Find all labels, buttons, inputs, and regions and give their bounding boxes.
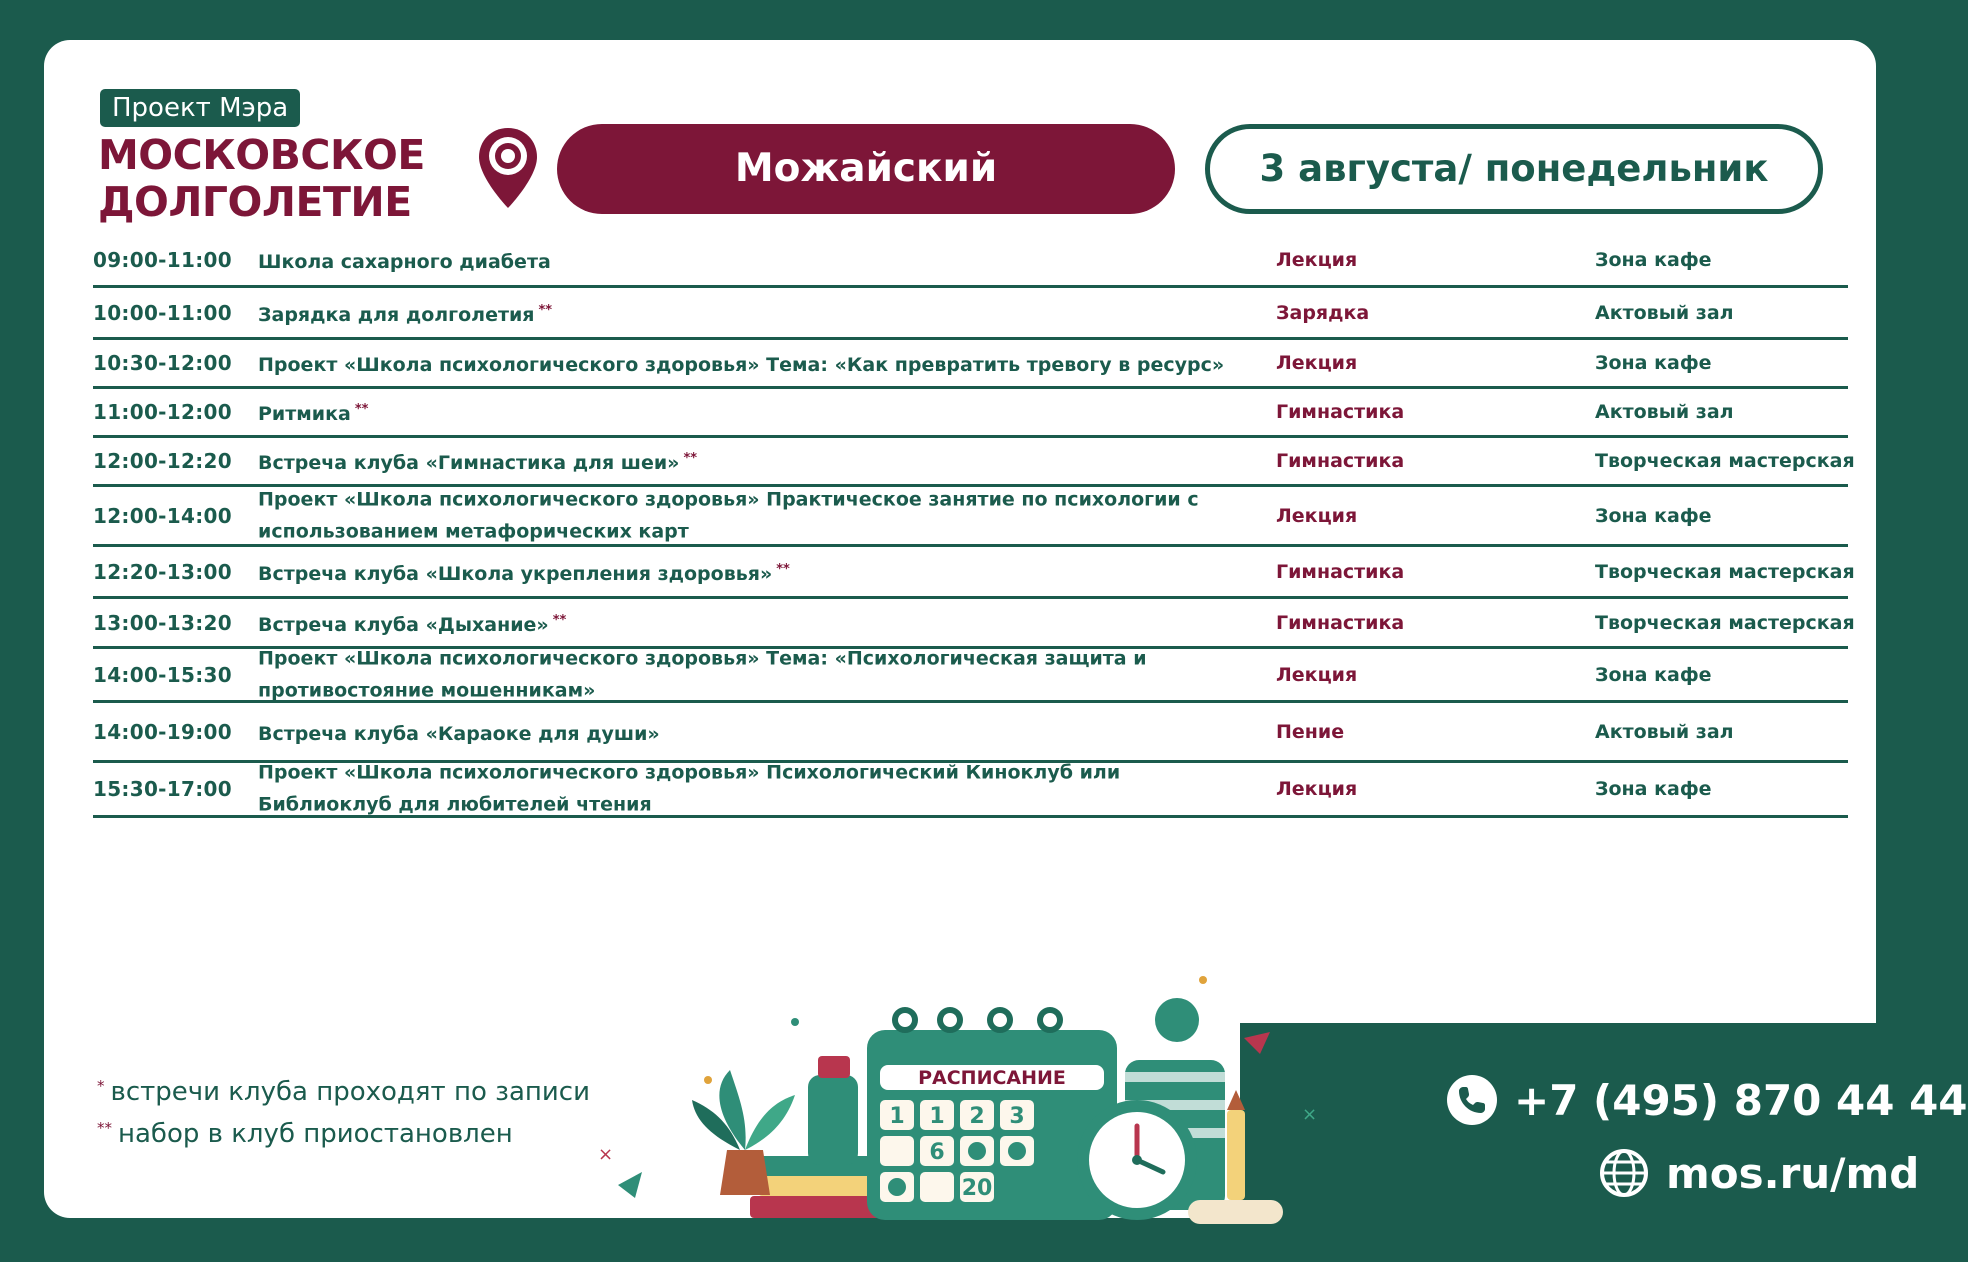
- event-place: Актовый зал: [1595, 301, 1734, 324]
- clock-icon: [1077, 1100, 1197, 1220]
- note-mark: **: [538, 302, 553, 318]
- event-type: Пение: [1276, 720, 1345, 743]
- svg-text:×: ×: [598, 1144, 614, 1165]
- event-type: Гимнастика: [1276, 450, 1405, 472]
- calendar-day: 1: [889, 1104, 905, 1129]
- event-title: Проект «Школа психологического здоровья» Психологический Киноклуб или Библиоклуб для любителей чтения: [258, 761, 1121, 816]
- event-type: Лекция: [1276, 352, 1358, 374]
- map-pin-icon: [476, 126, 540, 210]
- event-type: Гимнастика: [1276, 611, 1405, 634]
- event-place: Зона кафе: [1595, 663, 1712, 686]
- calendar-day: 20: [961, 1176, 993, 1201]
- calendar-day: 1: [929, 1104, 945, 1129]
- event-place: Актовый зал: [1595, 401, 1734, 423]
- event-place: Зона кафе: [1595, 249, 1712, 271]
- calendar-icon: [867, 1010, 1117, 1220]
- table-row: [93, 389, 1848, 438]
- note-mark: **: [354, 402, 369, 417]
- table-row: [93, 487, 1848, 547]
- event-type: Лекция: [1276, 663, 1358, 686]
- event-title: Проект «Школа психологического здоровья» Тема: «Психологическая защита и противостояние мошенникам»: [258, 647, 1147, 701]
- event-title: Встреча клуба «Школа укрепления здоровья» **: [258, 561, 790, 585]
- event-place: Актовый зал: [1595, 720, 1734, 743]
- event-time: 13:00-13:20: [93, 610, 232, 635]
- note-mark: **: [776, 561, 790, 577]
- phone-number: +7 (495) 870 44 44: [1514, 1075, 1968, 1125]
- event-type: Лекция: [1276, 249, 1358, 271]
- phone-icon: [1446, 1074, 1498, 1126]
- table-row: [93, 340, 1848, 389]
- website-url: mos.ru/md: [1666, 1148, 1920, 1198]
- project-badge: Проект Мэра: [100, 89, 300, 127]
- event-time: 15:30-17:00: [93, 777, 232, 801]
- table-row: [93, 763, 1848, 818]
- event-place: Творческая мастерская: [1595, 560, 1855, 583]
- event-time: 12:20-13:00: [93, 559, 232, 584]
- website-contact[interactable]: [1598, 1147, 1919, 1199]
- footnotes: [97, 1068, 590, 1152]
- event-time: 14:00-15:30: [93, 662, 232, 687]
- footnote-paused: ** набор в клуб приостановлен: [97, 1119, 513, 1149]
- calendar-day: 2: [969, 1104, 985, 1129]
- table-row: [93, 438, 1855, 487]
- event-time: 11:00-12:00: [93, 400, 232, 424]
- note-mark: **: [683, 451, 698, 466]
- globe-icon: [1598, 1147, 1650, 1199]
- event-time: 12:00-12:20: [93, 449, 232, 473]
- schedule-date: 3 августа/ понедельник: [1205, 124, 1823, 214]
- event-place: Зона кафе: [1595, 352, 1712, 374]
- event-type: Лекция: [1276, 504, 1358, 527]
- event-place: Творческая мастерская: [1595, 450, 1855, 472]
- event-time: 10:00-11:00: [93, 300, 232, 325]
- event-title: Ритмика **: [258, 402, 369, 425]
- event-title: Зарядка для долголетия **: [258, 302, 553, 326]
- table-row: [93, 599, 1855, 649]
- event-title: Встреча клуба «Караоке для души»: [258, 722, 660, 745]
- event-title: Встреча клуба «Гимнастика для шеи» **: [258, 451, 698, 474]
- event-title: Проект «Школа психологического здоровья» Практическое занятие по психологии с использованием метафорических карт: [258, 488, 1199, 542]
- event-type: Гимнастика: [1276, 401, 1405, 423]
- event-time: 14:00-19:00: [93, 719, 232, 744]
- calendar-day: 3: [1009, 1104, 1025, 1129]
- calendar-day: 6: [929, 1140, 945, 1165]
- event-place: Зона кафе: [1595, 504, 1712, 527]
- event-title: Проект «Школа психологического здоровья» Тема: «Как превратить тревогу в ресурс»: [258, 354, 1225, 376]
- table-row: [93, 288, 1848, 340]
- district-name: Можайский: [557, 124, 1175, 214]
- event-type: Лекция: [1276, 778, 1358, 800]
- calendar-label: РАСПИСАНИЕ: [918, 1067, 1066, 1089]
- event-time: 10:30-12:00: [93, 351, 232, 375]
- table-row: [93, 649, 1848, 703]
- event-time: 12:00-14:00: [93, 503, 232, 528]
- event-title: Школа сахарного диабета: [258, 251, 551, 273]
- footnote-signup: * встречи клуба проходят по записи: [97, 1077, 590, 1107]
- event-time: 09:00-11:00: [93, 248, 232, 272]
- event-type: Гимнастика: [1276, 560, 1405, 583]
- event-place: Зона кафе: [1595, 778, 1712, 800]
- table-row: [93, 547, 1855, 599]
- svg-text:×: ×: [1302, 1104, 1318, 1125]
- event-type: Зарядка: [1276, 301, 1370, 324]
- event-place: Творческая мастерская: [1595, 611, 1855, 634]
- logo-title: МОСКОВСКОЕ ДОЛГОЛЕТИЕ: [98, 131, 425, 226]
- table-row: [93, 235, 1848, 288]
- phone-contact[interactable]: [1446, 1074, 1968, 1126]
- contacts-band: [1240, 1023, 1880, 1262]
- schedule-table: [93, 235, 1855, 818]
- note-mark: **: [552, 612, 567, 628]
- event-title: Встреча клуба «Дыхание» **: [258, 612, 567, 636]
- schedule-illustration: [580, 960, 1318, 1230]
- table-row: [93, 703, 1848, 763]
